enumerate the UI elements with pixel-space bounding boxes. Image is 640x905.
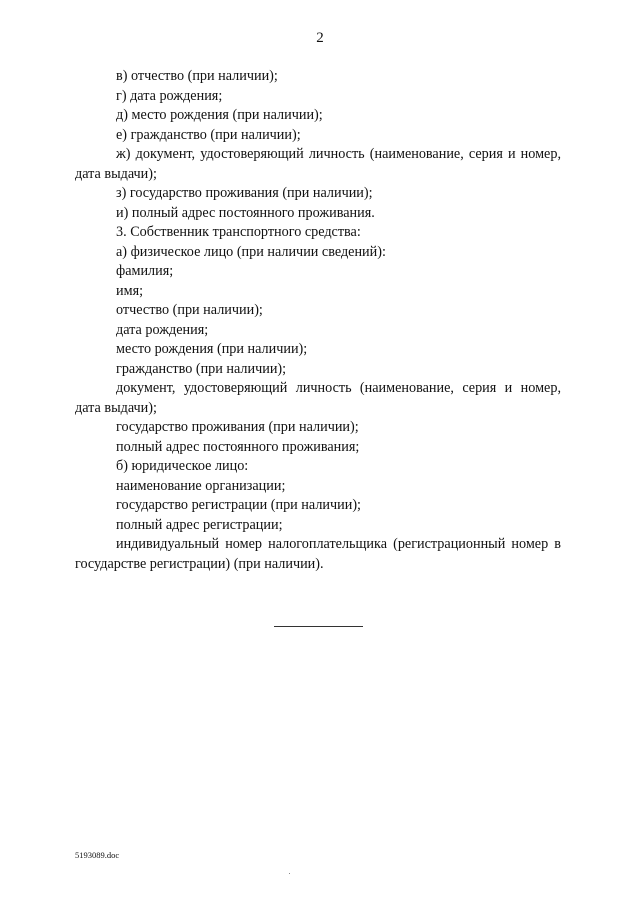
paragraph: в) отчество (при наличии);	[116, 68, 278, 84]
paragraph: г) дата рождения;	[116, 87, 223, 104]
paragraph: дата рождения;	[116, 321, 209, 338]
paragraph: полный адрес постоянного проживания;	[116, 438, 360, 455]
paragraph: государство проживания (при наличии);	[116, 419, 359, 435]
paragraph: имя;	[116, 282, 144, 299]
paragraph: з) государство проживания (при наличии);	[116, 185, 373, 201]
paragraph: гражданство (при наличии);	[116, 360, 287, 377]
scan-artifact	[289, 873, 290, 874]
paragraph: б) юридическое лицо:	[116, 458, 249, 474]
paragraph: а) физическое лицо (при наличии сведений):	[116, 243, 386, 260]
page-number: 2	[316, 30, 324, 46]
document-body	[75, 67, 561, 574]
paragraph: документ, удостоверяющий личность (наименование, серия и номер, дата выдачи);	[75, 380, 561, 416]
paragraph: место рождения (при наличии);	[116, 341, 308, 357]
paragraph: полный адрес регистрации;	[116, 516, 283, 533]
paragraph: индивидуальный номер налогоплательщика (регистрационный номер в государстве регистрации) (при наличии).	[75, 536, 561, 572]
closing-divider	[274, 626, 363, 627]
paragraph: фамилия;	[116, 263, 174, 279]
paragraph: наименование организации;	[116, 477, 286, 494]
paragraph: ж) документ, удостоверяющий личность (наименование, серия и номер, дата выдачи);	[75, 146, 561, 182]
section-heading: 3. Собственник транспортного средства:	[116, 224, 361, 240]
paragraph: и) полный адрес постоянного проживания.	[116, 204, 375, 221]
paragraph: государство регистрации (при наличии);	[116, 497, 361, 513]
document-code: 5193089.doc	[75, 850, 120, 860]
paragraph: д) место рождения (при наличии);	[116, 107, 323, 123]
paragraph: отчество (при наличии);	[116, 302, 263, 318]
paragraph: е) гражданство (при наличии);	[116, 126, 301, 143]
